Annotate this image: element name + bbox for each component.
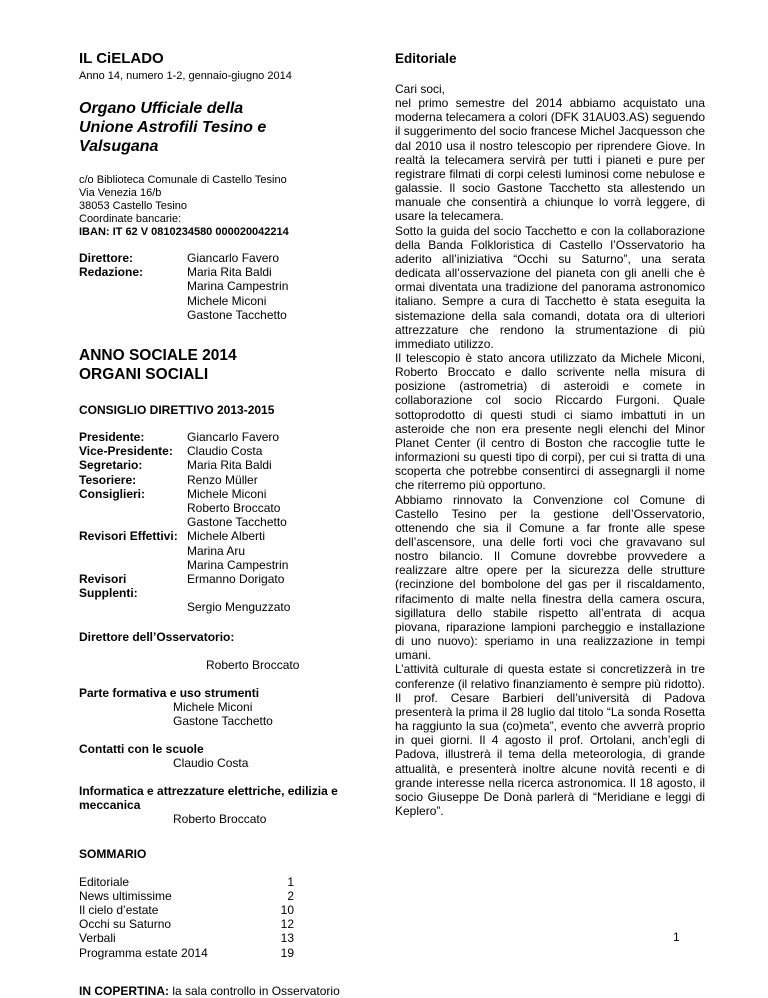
sommario-item-title: Editoriale [79, 874, 130, 889]
formativa-name: Gastone Tacchetto [173, 714, 273, 729]
consiglio-heading: CONSIGLIO DIRETTIVO 2013-2015 [79, 403, 275, 418]
editoriale-body [395, 82, 705, 818]
sommario-item-page: 10 [280, 903, 294, 918]
sommario-item[interactable] [79, 946, 349, 960]
left-column [79, 50, 349, 998]
consigliere-name: Michele Miconi [187, 486, 267, 501]
newsletter-title: IL CiELADO [79, 50, 164, 67]
vice-name: Claudio Costa [187, 444, 263, 459]
editoriale-paragraph: Il telescopio è stato ancora utilizzato da Michele Miconi, Roberto Broccato e dallo scrivente nella misura di posizione (astrometria) di asteroidi e comete in collaborazione col socio Riccardo Furgoni. Quale sottoprodotto di questi studi ci siamo imbattuti in un asteroide che non era presente negli elenchi del Minor Planet Center (il centro di Boston che raccoglie tutte le informazioni su questi tipo di corpi), per cui si tratta di una scoperta che potrebbe consentirci di assegnargli il nome che riterremo più opportuno. [395, 350, 705, 493]
consigliere-name: Roberto Broccato [187, 501, 281, 516]
informatica-label: Informatica e attrezzature elettriche, edilizia e meccanica [79, 784, 338, 813]
scuole-label: Contatti con le scuole [79, 742, 204, 757]
revisore-effettivo-name: Marina Aru [187, 543, 246, 558]
direttore-osservatorio-name: Roberto Broccato [206, 657, 300, 672]
copertina-label: IN COPERTINA: [79, 983, 169, 998]
page-number: 1 [673, 930, 680, 944]
direttore-label: Direttore: [79, 251, 134, 265]
editoriale-paragraph: Abbiamo rinnovato la Convenzione col Comune di Castello Tesino per la gestione dell’Osservatorio, ottenendo che sia il Comune a far fronte alle spese dell’ascensore, una delle forti voci che gravavano sul nostro bilancio. Il Comune dovrebbe provvedere a realizzare altre opere per la sicurezza delle strutture (recinzione del bombolone del gas per il riscaldamento, rifacimento di malte nella finestra della camera oscura, sigillatura dello stabile rispetto all’entrata di acqua piovana, riparazione lampioni parcheggio e installazione di uno nuovo): speriamo in una realizzazione in tempi umani. [395, 492, 705, 663]
iban: IBAN: IT 62 V 0810234580 000020042214 [79, 226, 289, 238]
revisore-effettivo-name: Michele Alberti [187, 529, 266, 544]
redazione-label: Redazione: [79, 265, 144, 280]
editoriale-title: Editoriale [395, 51, 457, 66]
address-line: Coordinate bancarie: [79, 213, 182, 225]
address-line: c/o Biblioteca Comunale di Castello Tesino [79, 174, 287, 186]
sommario-list [79, 875, 349, 960]
sommario-item[interactable] [79, 889, 349, 903]
sommario-item[interactable] [79, 917, 349, 931]
editoriale-paragraph: L’attività culturale di questa estate si concretizzerà in tre conferenze (il relativo finanziamento è sempre più ridotto). Il prof. Cesare Barbieri dell’università di Padova presenterà la prima il 28 luglio dal titolo “La sonda Rosetta ha raggiunto la sua (co)meta”, evento che avverrà proprio in quei giorni. Il 4 agosto il prof. Ortolani, anch’egli di Padova, illustrerà il tema della meteorologia, di grande attualità, e presenterà inoltre alcune novità recenti e di grande interesse nella ricerca astronomica. Il 18 agosto, il socio Giuseppe De Donà parlerà di “Meridiane e leggi di Keplero”. [395, 662, 705, 818]
right-column [395, 50, 705, 818]
sommario-item-title: Il cielo d’estate [79, 903, 159, 918]
sommario-item[interactable] [79, 903, 349, 917]
redazione-name: Michele Miconi [187, 293, 267, 308]
scuole-name: Claudio Costa [173, 756, 249, 771]
address-block [79, 174, 349, 239]
tesoriere-label: Tesoriere: [79, 472, 137, 487]
direttore-osservatorio-label: Direttore dell’Osservatorio: [79, 629, 235, 644]
sommario-heading: SOMMARIO [79, 846, 147, 861]
sommario-item-title: News ultimissime [79, 888, 172, 903]
vice-label: Vice-Presidente: [79, 444, 173, 459]
sommario-item[interactable] [79, 931, 349, 945]
sommario-item-page: 13 [280, 931, 294, 946]
consiglieri-label: Consiglieri: [79, 486, 146, 501]
sommario-item[interactable] [79, 875, 349, 889]
consigliere-name: Gastone Tacchetto [187, 515, 287, 530]
sommario-item-title: Programma estate 2014 [79, 945, 208, 960]
copertina-caption [79, 984, 349, 998]
sommario-item-page: 1 [287, 874, 294, 889]
staff-block [79, 251, 349, 322]
editoriale-greeting: Cari soci, [395, 82, 446, 96]
revisore-effettivo-name: Marina Campestrin [187, 557, 289, 572]
organo-line-1: Organo Ufficiale della [79, 100, 244, 117]
formativa-name: Michele Miconi [173, 699, 253, 714]
informatica-name: Roberto Broccato [173, 812, 267, 827]
revisore-supplente-name: Ermanno Dorigato [187, 572, 285, 587]
revisori-effettivi-label: Revisori Effettivi: [79, 529, 178, 544]
anno-sociale-heading [79, 346, 349, 384]
sommario-item-title: Verbali [79, 931, 116, 946]
anno-sociale-line-2: ORGANI SOCIALI [79, 366, 209, 384]
editoriale-paragraph: nel primo semestre del 2014 abbiamo acquistato una moderna telecamera a colori (DFK 31AU03.AS) seguendo il suggerimento del socio francese Michel Jacquesson che dal 2010 usa il nostro telescopio per riprendere Giove. In realtà la telecamera servirà per tutti i pianeti e pure per registrare filmati di corpi celesti luminosi come nebulose e galassie. Il socio Gastone Tacchetto sta allestendo un manuale che consentirà a chiunque lo vorrà leggere, di usare la telecamera. [395, 96, 705, 224]
anno-sociale-line-1: ANNO SOCIALE 2014 [79, 347, 237, 365]
sommario-item-title: Occhi su Saturno [79, 917, 172, 932]
sommario-item-page: 19 [280, 945, 294, 960]
consiglio-block [79, 430, 349, 615]
redazione-name: Marina Campestrin [187, 279, 289, 294]
revisore-supplente-name: Sergio Menguzzato [187, 600, 291, 615]
issue-line: Anno 14, numero 1-2, gennaio-giugno 2014 [79, 70, 292, 82]
redazione-name: Maria Rita Baldi [187, 265, 272, 280]
redazione-name: Gastone Tacchetto [187, 307, 287, 322]
sommario-item-page: 2 [287, 888, 294, 903]
formativa-label: Parte formativa e uso strumenti [79, 685, 260, 700]
presidente-name: Giancarlo Favero [187, 430, 280, 445]
segretario-label: Segretario: [79, 458, 143, 473]
segretario-name: Maria Rita Baldi [187, 458, 272, 473]
organo-heading [79, 99, 349, 156]
tesoriere-name: Renzo Müller [187, 472, 258, 487]
revisori-supplenti-label: Revisori Supplenti: [79, 572, 138, 601]
presidente-label: Presidente: [79, 430, 145, 445]
direttore-name: Giancarlo Favero [187, 251, 280, 265]
organo-line-2: Unione Astrofili Tesino e Valsugana [79, 119, 267, 155]
address-line: Via Venezia 16/b [79, 187, 162, 199]
address-line: 38053 Castello Tesino [79, 200, 188, 212]
editoriale-paragraph: Sotto la guida del socio Tacchetto e con la collaborazione della Banda Folkloristica di Castello l’Osservatorio ha aderito all’iniziativa “Occhi su Saturno”, una serata dedicata all’osservazione del pianeta con gli anelli che è ormai diventata una tradizione del panorama astronomico italiano. Sempre a cura di Tacchetto è stata eseguita la sistemazione della sala comandi, dotata ora di ulteriori attrezzature che rendono la strumentazione di più immediato utilizzo. [395, 223, 705, 351]
sommario-item-page: 12 [280, 917, 294, 932]
copertina-text: la sala controllo in Osservatorio [169, 983, 340, 998]
